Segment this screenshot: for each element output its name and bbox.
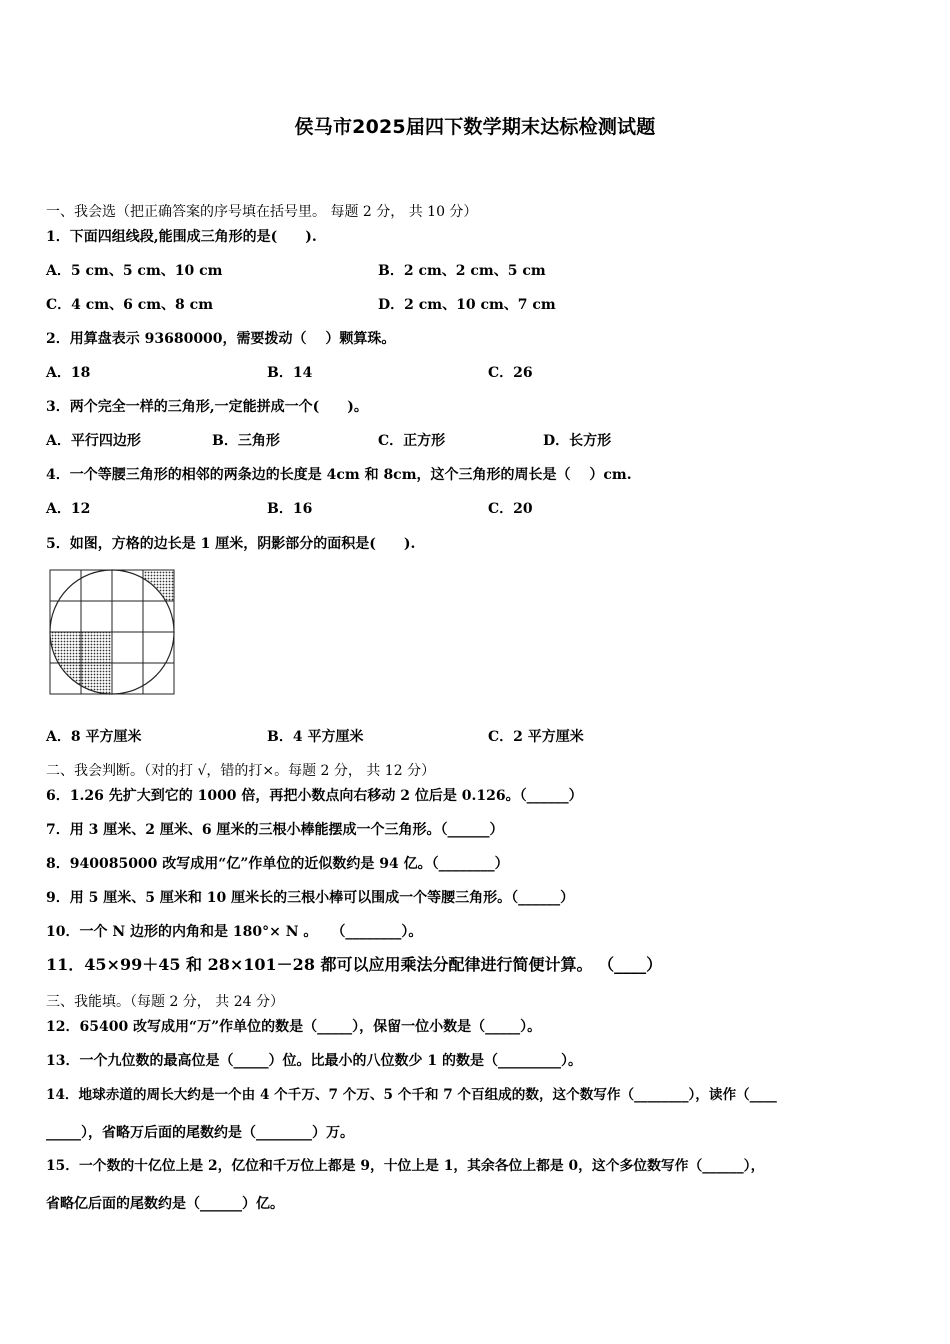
question-2: 2．用算盘表示 93680000，需要拨动（ ）颗算珠。 xyxy=(46,331,396,347)
q3-option-b: B．三角形 xyxy=(212,433,280,449)
question-13: 13．一个九位数的最高位是（_____）位。比最小的八位数少 1 的数是（_________）。 xyxy=(46,1053,582,1069)
section-2-heading: 二、我会判断。（对的打 √，错的打×。每题 2 分， 共 12 分） xyxy=(46,763,436,779)
question-1: 1．下面四组线段,能围成三角形的是( ). xyxy=(46,229,317,245)
q4-option-c: C．20 xyxy=(488,501,533,517)
section-3-heading: 三、我能填。（每题 2 分， 共 24 分） xyxy=(46,994,284,1010)
q3-option-c: C．正方形 xyxy=(378,433,446,449)
question-11: 11．45×99＋45 和 28×101－28 都可以应用乘法分配律进行简便计算。 （____） xyxy=(46,955,663,974)
q4-option-a: A．12 xyxy=(46,501,91,517)
q1-option-d: D．2 cm、10 cm、7 cm xyxy=(378,297,556,313)
question-9: 9．用 5 厘米、5 厘米和 10 厘米长的三根小棒可以围成一个等腰三角形。（______） xyxy=(46,890,575,906)
q5-option-c: C．2 平方厘米 xyxy=(488,729,584,745)
question-5: 5．如图，方格的边长是 1 厘米，阴影部分的面积是( ). xyxy=(46,536,416,552)
question-7: 7．用 3 厘米、2 厘米、6 厘米的三根小棒能摆成一个三角形。（______） xyxy=(46,822,504,838)
q1-option-a: A．5 cm、5 cm、10 cm xyxy=(46,263,223,279)
grid-circle-diagram xyxy=(48,568,178,698)
question-4: 4．一个等腰三角形的相邻的两条边的长度是 4cm 和 8cm，这个三角形的周长是（ ）cm. xyxy=(46,467,632,483)
q2-option-b: B．14 xyxy=(267,365,313,381)
question-15-line-1: 15．一个数的十亿位上是 2，亿位和千万位上都是 9，十位上是 1，其余各位上都是 0，这个多位数写作（______）， xyxy=(46,1158,765,1174)
question-6: 6．1.26 先扩大到它的 1000 倍，再把小数点向右移动 2 位后是 0.126。（______） xyxy=(46,788,583,804)
question-3: 3．两个完全一样的三角形,一定能拼成一个( )。 xyxy=(46,399,368,415)
q5-option-a: A．8 平方厘米 xyxy=(46,729,142,745)
q2-option-c: C．26 xyxy=(488,365,533,381)
question-14-line-1: 14．地球赤道的周长大约是一个由 4 个千万、7 个万、5 个千和 7 个百组成的数，这个数写作（________），读作（____ xyxy=(46,1087,777,1103)
question-10: 10．一个 N 边形的内角和是 180°× N 。 （________）。 xyxy=(46,924,423,940)
q1-option-b: B．2 cm、2 cm、5 cm xyxy=(378,263,546,279)
question-14-line-2: _____），省略万后面的尾数约是（________）万。 xyxy=(46,1125,354,1141)
q3-option-a: A．平行四边形 xyxy=(46,433,141,449)
section-1-heading: 一、我会选（把正确答案的序号填在括号里。 每题 2 分， 共 10 分） xyxy=(46,204,478,220)
q2-option-a: A．18 xyxy=(46,365,91,381)
q3-option-d: D．长方形 xyxy=(543,433,612,449)
q5-option-b: B．4 平方厘米 xyxy=(267,729,364,745)
question-12: 12．65400 改写成用“万”作单位的数是（_____），保留一位小数是（_____）。 xyxy=(46,1019,542,1035)
page-title: 侯马市2025届四下数学期末达标检测试题 xyxy=(294,116,656,138)
q4-option-b: B．16 xyxy=(267,501,313,517)
q1-option-c: C．4 cm、6 cm、8 cm xyxy=(46,297,214,313)
question-8: 8．940085000 改写成用“亿”作单位的近似数约是 94 亿。（________） xyxy=(46,856,509,872)
question-15-line-2: 省略亿后面的尾数约是（______）亿。 xyxy=(46,1196,284,1212)
grid-circle-figure xyxy=(48,568,178,702)
